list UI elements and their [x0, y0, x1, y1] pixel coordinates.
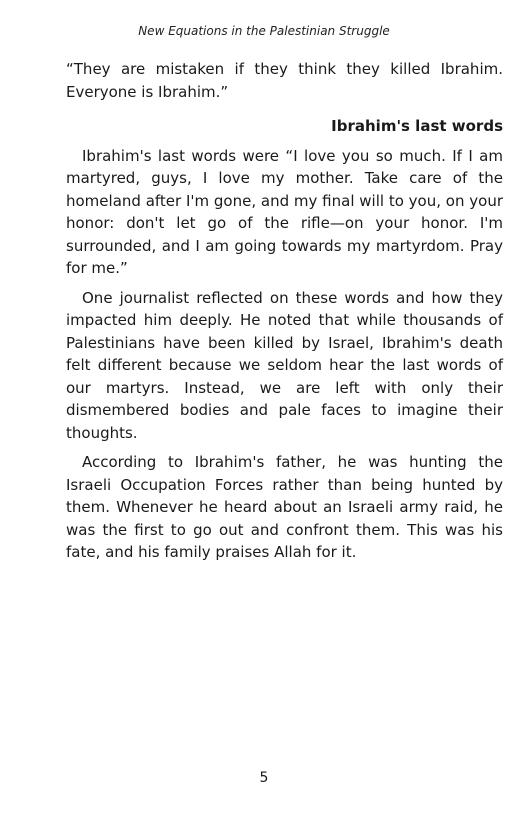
page-number: 5: [259, 770, 269, 786]
paragraph-last-words: Ibrahim's last words were “I love you so much. If I am martyred, guys, I love my mother. Take care of the homeland after I'm gone, and my final will to you, on your honor: don't let go of the rifle—on your honor. I'm surrounded, and I am going towards my martyrdom. Pray for me.”: [66, 146, 503, 277]
running-header: New Equations in the Palestinian Struggle: [138, 24, 390, 38]
paragraph-father: According to Ibrahim's father, he was hunting the Israeli Occupation Forces rather than being hunted by them. Whenever he heard about an Israeli army raid, he was the first to go out and confront them. This was his fate, and his family praises Allah for it.: [66, 453, 503, 561]
paragraph-journalist: One journalist reflected on these words and how they impacted him deeply. He noted that while thousands of Palestinians have been killed by Israel, Ibrahim's death felt different because we seldom hear the last words of our martyrs. Instead, we are left with only their dismembered bodies and pale faces to imagine their thoughts.: [66, 288, 503, 442]
section-heading: Ibrahim's last words: [331, 117, 503, 135]
body-text: [66, 58, 503, 571]
opening-quote: “They are mistaken if they think they killed Ibrahim. Everyone is Ibrahim.”: [66, 60, 503, 101]
